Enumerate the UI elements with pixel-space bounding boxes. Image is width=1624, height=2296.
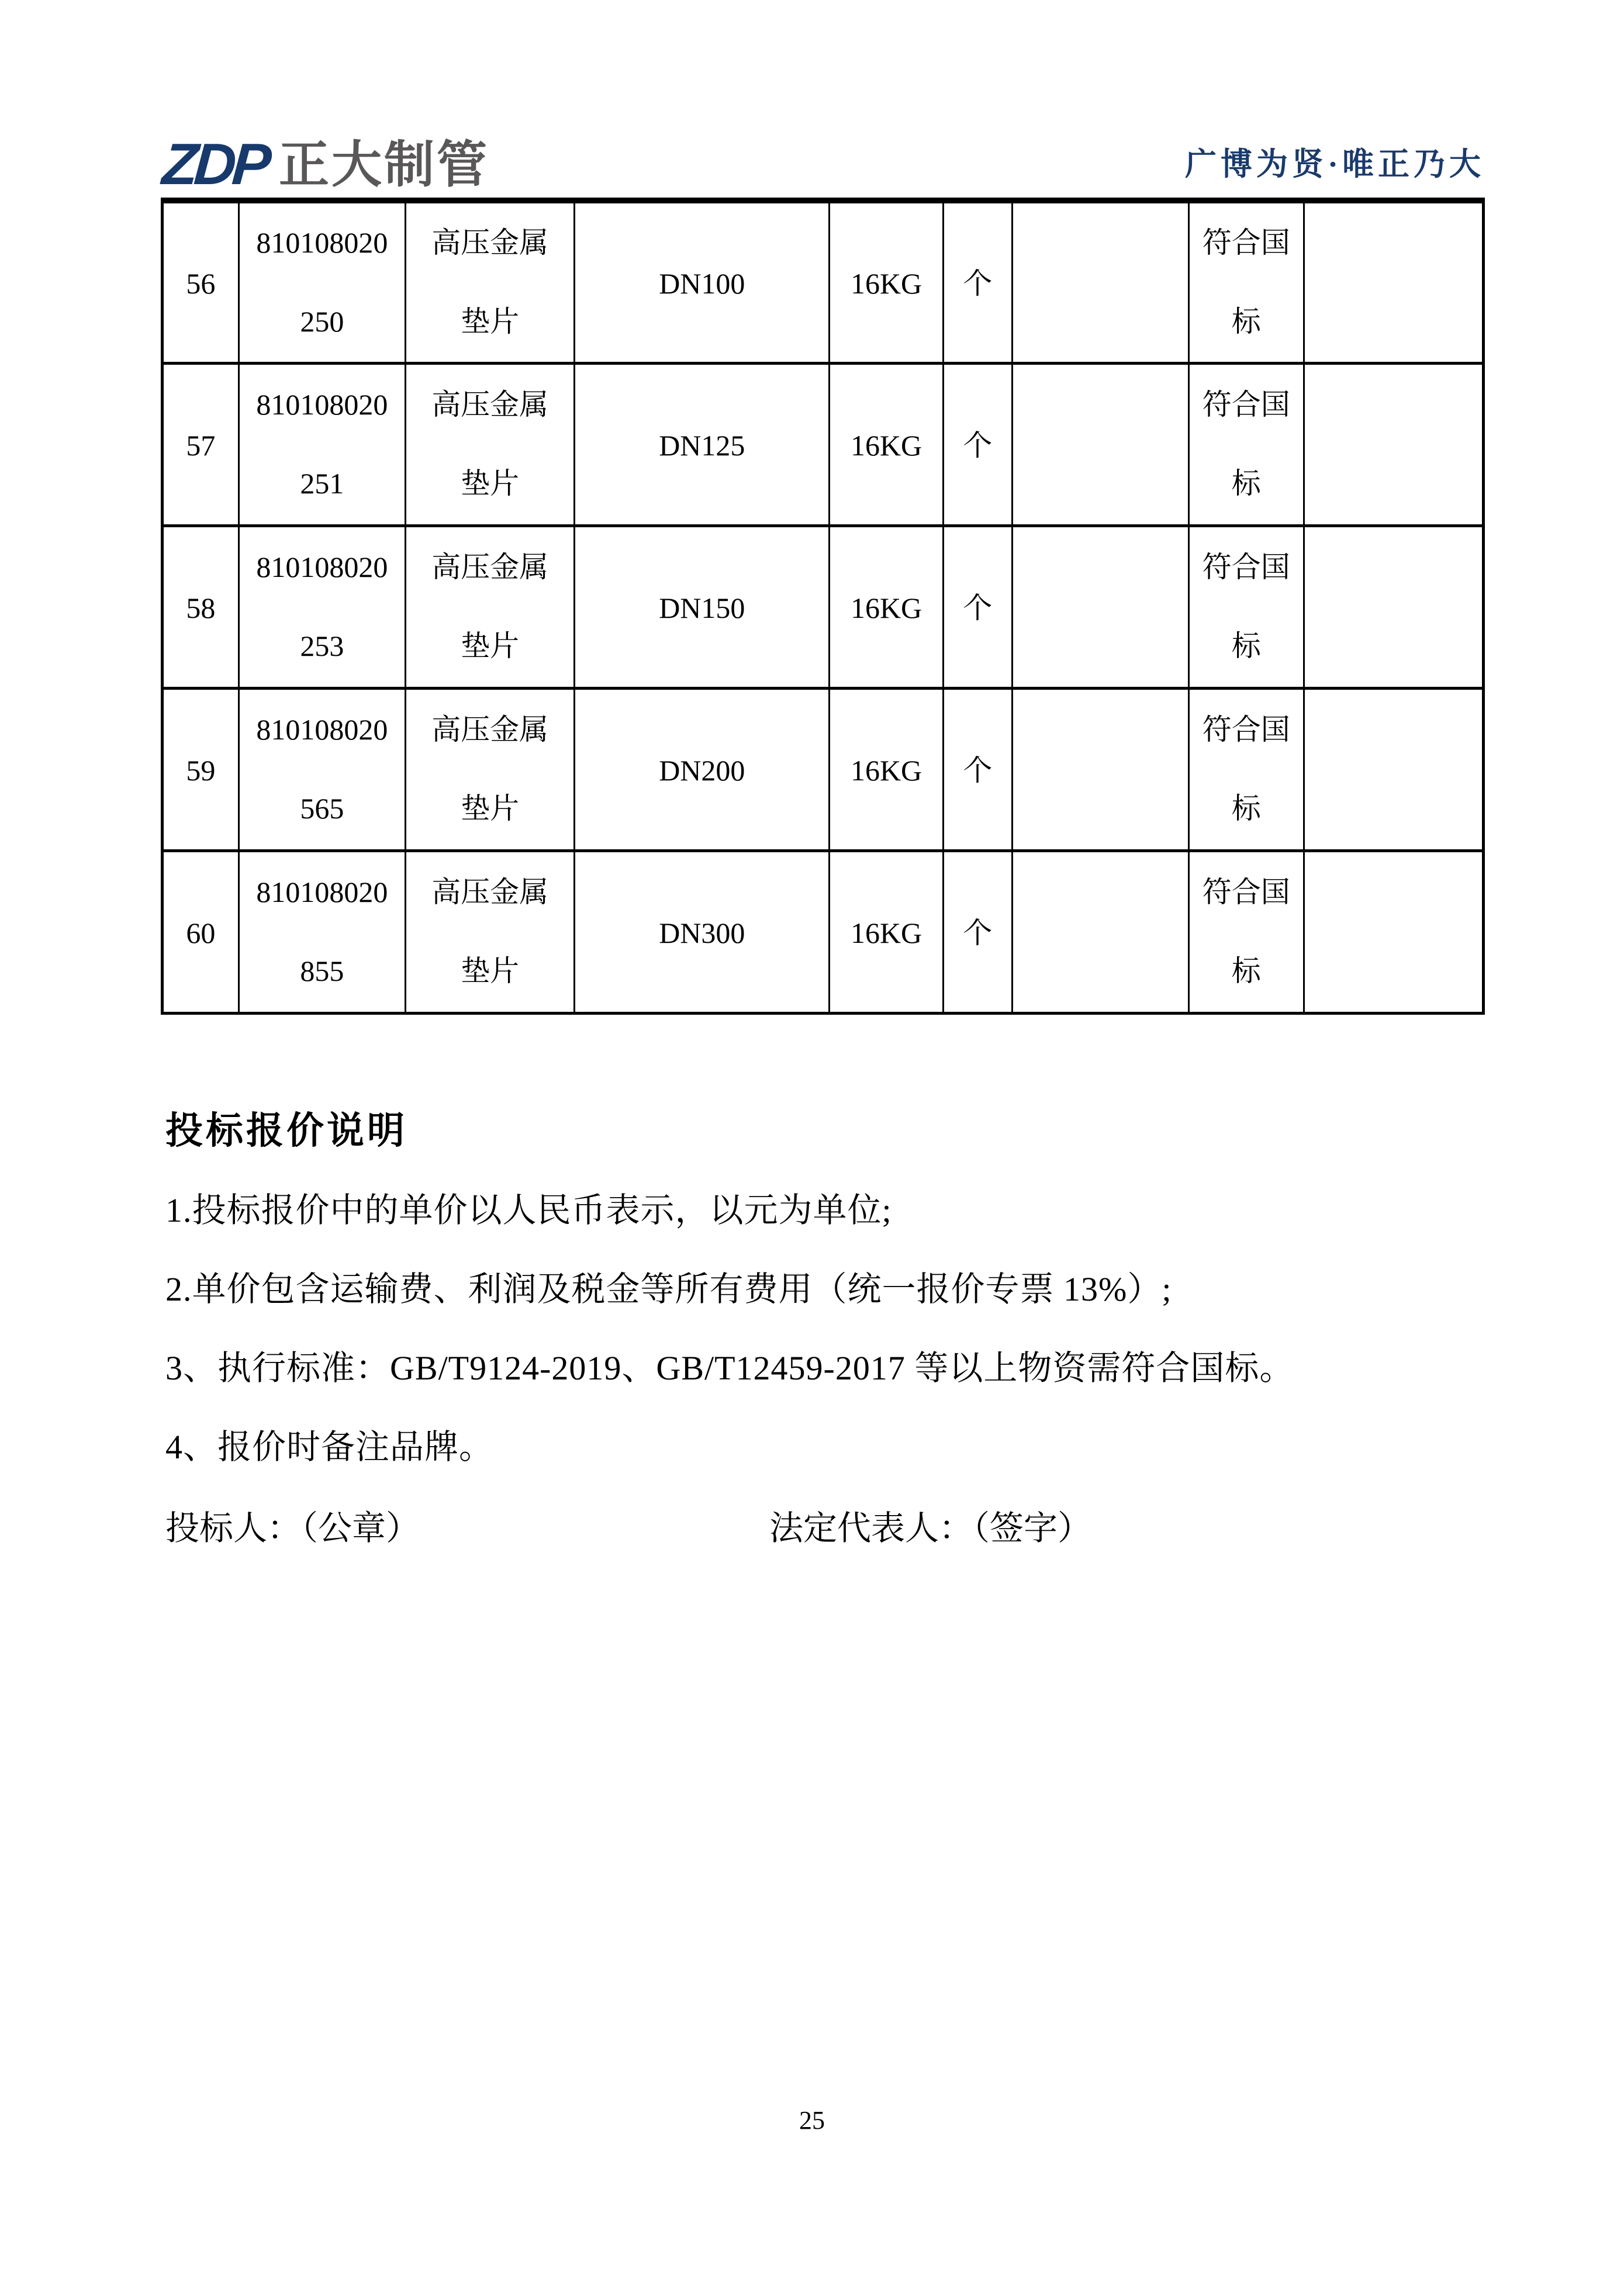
cell-price: [1012, 525, 1188, 688]
cell-name: 高压金属垫片: [406, 363, 575, 525]
cell-remark: [1304, 200, 1483, 363]
cell-price: [1012, 200, 1188, 363]
table-row: [163, 688, 1484, 850]
cell-remark: [1304, 363, 1483, 525]
page-number: 25: [799, 2106, 825, 2135]
table-row: [163, 363, 1484, 525]
cell-seq: 58: [163, 525, 239, 688]
cell-standard: 符合国标: [1188, 688, 1304, 850]
cell-price: [1012, 688, 1188, 850]
cell-name: 高压金属垫片: [406, 850, 575, 1013]
cell-standard: 符合国标: [1188, 363, 1304, 525]
cell-unit: 个: [943, 688, 1012, 850]
bid-notes-section: [165, 1112, 1487, 1546]
note-item-1: 1.投标报价中的单价以人民币表示，以元为单位;: [165, 1191, 892, 1229]
cell-seq: 56: [163, 200, 239, 363]
cell-standard: 符合国标: [1188, 525, 1304, 688]
note-item-2: 2.单价包含运输费、利润及税金等所有费用（统一报价专票 13%）;: [165, 1270, 1172, 1308]
cell-pressure: 16KG: [830, 850, 944, 1013]
note-item-4: 4、报价时备注品牌。: [165, 1427, 494, 1466]
cell-name: 高压金属垫片: [406, 200, 575, 363]
cell-code: 810108020565: [239, 688, 405, 850]
cell-code: 810108020253: [239, 525, 405, 688]
cell-code: 810108020251: [239, 363, 405, 525]
cell-remark: [1304, 850, 1483, 1013]
cell-standard: 符合国标: [1188, 200, 1304, 363]
cell-price: [1012, 363, 1188, 525]
cell-seq: 57: [163, 363, 239, 525]
cell-unit: 个: [943, 200, 1012, 363]
cell-pressure: 16KG: [830, 525, 944, 688]
bid-items-table-wrap: [161, 198, 1485, 1015]
table-row: [163, 525, 1484, 688]
cell-code: 810108020250: [239, 200, 405, 363]
cell-unit: 个: [943, 525, 1012, 688]
cell-price: [1012, 850, 1188, 1013]
cell-spec: DN200: [575, 688, 830, 850]
bid-items-table: [161, 198, 1485, 1015]
cell-spec: DN150: [575, 525, 830, 688]
notes-title: 投标报价说明: [165, 1110, 407, 1152]
cell-spec: DN300: [575, 850, 830, 1013]
cell-seq: 59: [163, 688, 239, 850]
zdp-logo-icon: ZDP: [160, 132, 269, 197]
page-header: [160, 132, 1485, 197]
company-name: 正大制管: [279, 137, 489, 193]
cell-pressure: 16KG: [830, 200, 944, 363]
company-slogan: 广博为贤·唯正乃大: [1184, 147, 1485, 182]
table-row: [163, 850, 1484, 1013]
cell-spec: DN100: [575, 200, 830, 363]
cell-unit: 个: [943, 363, 1012, 525]
cell-pressure: 16KG: [830, 688, 944, 850]
cell-remark: [1304, 688, 1483, 850]
cell-unit: 个: [943, 850, 1012, 1013]
cell-seq: 60: [163, 850, 239, 1013]
signature-row: [165, 1511, 1487, 1547]
cell-code: 810108020855: [239, 850, 405, 1013]
legal-representative-label: 法定代表人：（签字）: [769, 1509, 1092, 1547]
cell-remark: [1304, 525, 1483, 688]
cell-spec: DN125: [575, 363, 830, 525]
note-item-3: 3、执行标准：GB/T9124-2019、GB/T12459-2017 等以上物资需符合国标。: [165, 1348, 1294, 1387]
company-logo: [160, 132, 489, 197]
page-footer: [0, 2108, 1624, 2134]
bidder-label: 投标人：（公章）: [165, 1509, 420, 1547]
table-row: [163, 200, 1484, 363]
cell-standard: 符合国标: [1188, 850, 1304, 1013]
cell-pressure: 16KG: [830, 363, 944, 525]
cell-name: 高压金属垫片: [406, 525, 575, 688]
cell-name: 高压金属垫片: [406, 688, 575, 850]
